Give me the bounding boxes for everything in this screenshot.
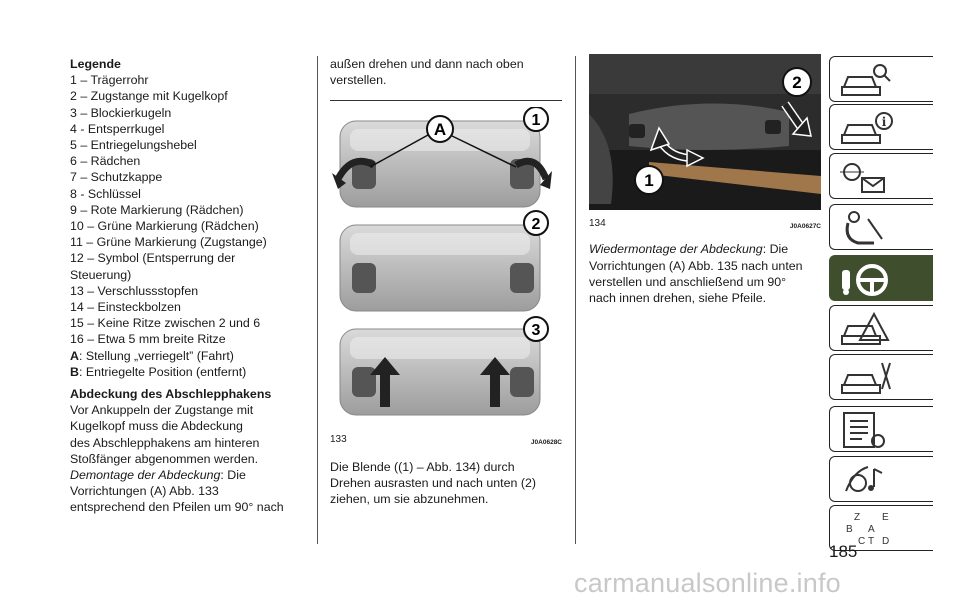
figure-134-caption (589, 216, 821, 235)
index-letter: Z (854, 512, 861, 523)
legend-item: 13 – Verschlussstopfen (70, 283, 199, 298)
figure-number: 134 (589, 218, 606, 230)
paragraph-line: außen drehen und dann nach oben (330, 57, 524, 71)
tow-hook-cover-illustration (330, 107, 562, 425)
legend-item: 4 - Entsperrkugel (70, 121, 165, 136)
paragraph-line: verstellen. (330, 73, 387, 88)
legend-b: B: Entriegelte Position (entfernt) (70, 364, 247, 379)
key-steering-wheel-icon (838, 260, 898, 298)
legend-item: 12 – Symbol (Entsperrung der (70, 251, 236, 266)
paragraph-line: Die Blende ((1) – Abb. 134) durch (330, 459, 515, 474)
legend-item: 15 – Keine Ritze zwischen 2 und 6 (70, 316, 261, 331)
paragraph-line: Stoßfänger abgenommen werden. (70, 451, 259, 466)
figure-number: 133 (330, 433, 347, 445)
multimedia-icon (838, 461, 898, 499)
label-a: A (433, 120, 447, 140)
demontage-paragraph (70, 483, 310, 515)
paragraph-line: entsprechend den Pfeilen um 90° nach (70, 500, 284, 515)
middle-column (330, 56, 562, 507)
legend-item: 2 – Zugstange mit Kugelkopf (70, 89, 228, 104)
figure-133 (330, 107, 562, 450)
label-2: 2 (792, 73, 802, 92)
column-divider (317, 56, 318, 544)
figure-code: J0A0628C (530, 438, 562, 446)
right-column (589, 54, 821, 306)
watermark: carmanualsonline.info (574, 568, 841, 598)
paragraph-line: ziehen, um sie abzunehmen. (330, 492, 489, 507)
technical-data-list-icon (838, 411, 898, 449)
cover-step-3 (340, 317, 548, 415)
sidebar-tab-8[interactable] (829, 406, 933, 452)
warning-lights-message-icon (838, 158, 898, 196)
svg-text:i: i (881, 115, 887, 129)
index-letter: A (868, 524, 875, 535)
legend-item: 8 - Schlüssel (70, 186, 141, 201)
seat-safety-icon (838, 209, 898, 247)
legend-item: 1 – Trägerrohr (70, 73, 149, 88)
column-divider-2 (575, 56, 576, 544)
paragraph-line: des Abschlepphakens am hinteren (70, 435, 260, 450)
sidebar-tab-9[interactable] (829, 456, 933, 502)
index-letter: E (882, 512, 889, 523)
index-letter: C (858, 536, 866, 547)
sidebar-tab-2[interactable] (829, 104, 933, 150)
label-3: 3 (531, 322, 541, 340)
legend-item: 9 – Rote Markierung (Rädchen) (70, 202, 244, 217)
index-letter: D (882, 536, 890, 547)
legend-list (70, 72, 310, 347)
legend-item: 7 – Schutzkappe (70, 170, 163, 185)
legend-a: A: Stellung „verriegelt” (Fahrt) (70, 348, 234, 363)
legend-item: 5 – Entriegelungshebel (70, 138, 197, 153)
paragraph-line: Vorrichtungen (A) Abb. 133 (70, 484, 219, 499)
section-title: Abdeckung des Abschlepphakens (70, 387, 272, 402)
legend-item: 14 – Einsteckbolzen (70, 300, 181, 315)
paragraph-line: Kugelkopf muss die Abdeckung (70, 419, 243, 434)
figure-top-rule (330, 100, 562, 101)
page-number: 185 (829, 542, 858, 561)
removal-paragraph (330, 459, 562, 508)
paragraph-line: Vor Ankuppeln der Zugstange mit (70, 403, 254, 418)
paragraph-line: verstellen und anschließend um 90° (589, 274, 787, 289)
sidebar-tab-3[interactable] (829, 153, 933, 199)
car-search-icon (838, 61, 898, 99)
paragraph-line: nach innen drehen, siehe Pfeile. (589, 291, 767, 306)
wiedermontage-heading: Wiedermontage der Abdeckung: Die (589, 242, 789, 257)
sidebar-tab-1[interactable] (829, 56, 933, 102)
car-info-icon (838, 109, 898, 147)
index-letter: B (846, 524, 853, 535)
legend-item: 11 – Grüne Markierung (Zugstange) (70, 235, 267, 250)
label-1: 1 (531, 112, 541, 130)
paragraph-line: Vorrichtungen (A) Abb. 135 nach unten (589, 258, 803, 273)
section-paragraph (70, 402, 310, 467)
sidebar-tab-7[interactable] (829, 354, 933, 400)
legend-item: 10 – Grüne Markierung (Rädchen) (70, 219, 259, 234)
legend-item: 16 – Etwa 5 mm breite Ritze (70, 332, 226, 347)
cover-step-1 (332, 107, 552, 207)
wiedermontage-paragraph (589, 258, 821, 307)
legend-item: 3 – Blockierkugeln (70, 105, 172, 120)
continued-paragraph (330, 56, 562, 88)
legend-title: Legende (70, 57, 121, 71)
car-emergency-icon (838, 310, 898, 348)
figure-133-caption (330, 432, 562, 451)
cover-step-2 (340, 211, 548, 311)
bumper-photo (589, 54, 821, 210)
legend-item: Steuerung) (70, 267, 132, 282)
demontage-heading: Demontage der Abdeckung: Die (70, 468, 246, 483)
sidebar-tab-6[interactable] (829, 305, 933, 351)
index-letter: T (868, 536, 875, 547)
car-service-tools-icon (838, 359, 898, 397)
figure-code: J0A0627C (789, 223, 821, 231)
label-1: 1 (644, 171, 654, 190)
legend-item: 6 – Rädchen (70, 154, 141, 169)
sidebar-tab-5[interactable] (829, 255, 933, 301)
sidebar-tab-4[interactable] (829, 204, 933, 250)
label-2: 2 (531, 216, 541, 234)
left-column (70, 56, 310, 516)
figure-134 (589, 54, 821, 235)
paragraph-line: Drehen ausrasten und nach unten (2) (330, 476, 536, 491)
